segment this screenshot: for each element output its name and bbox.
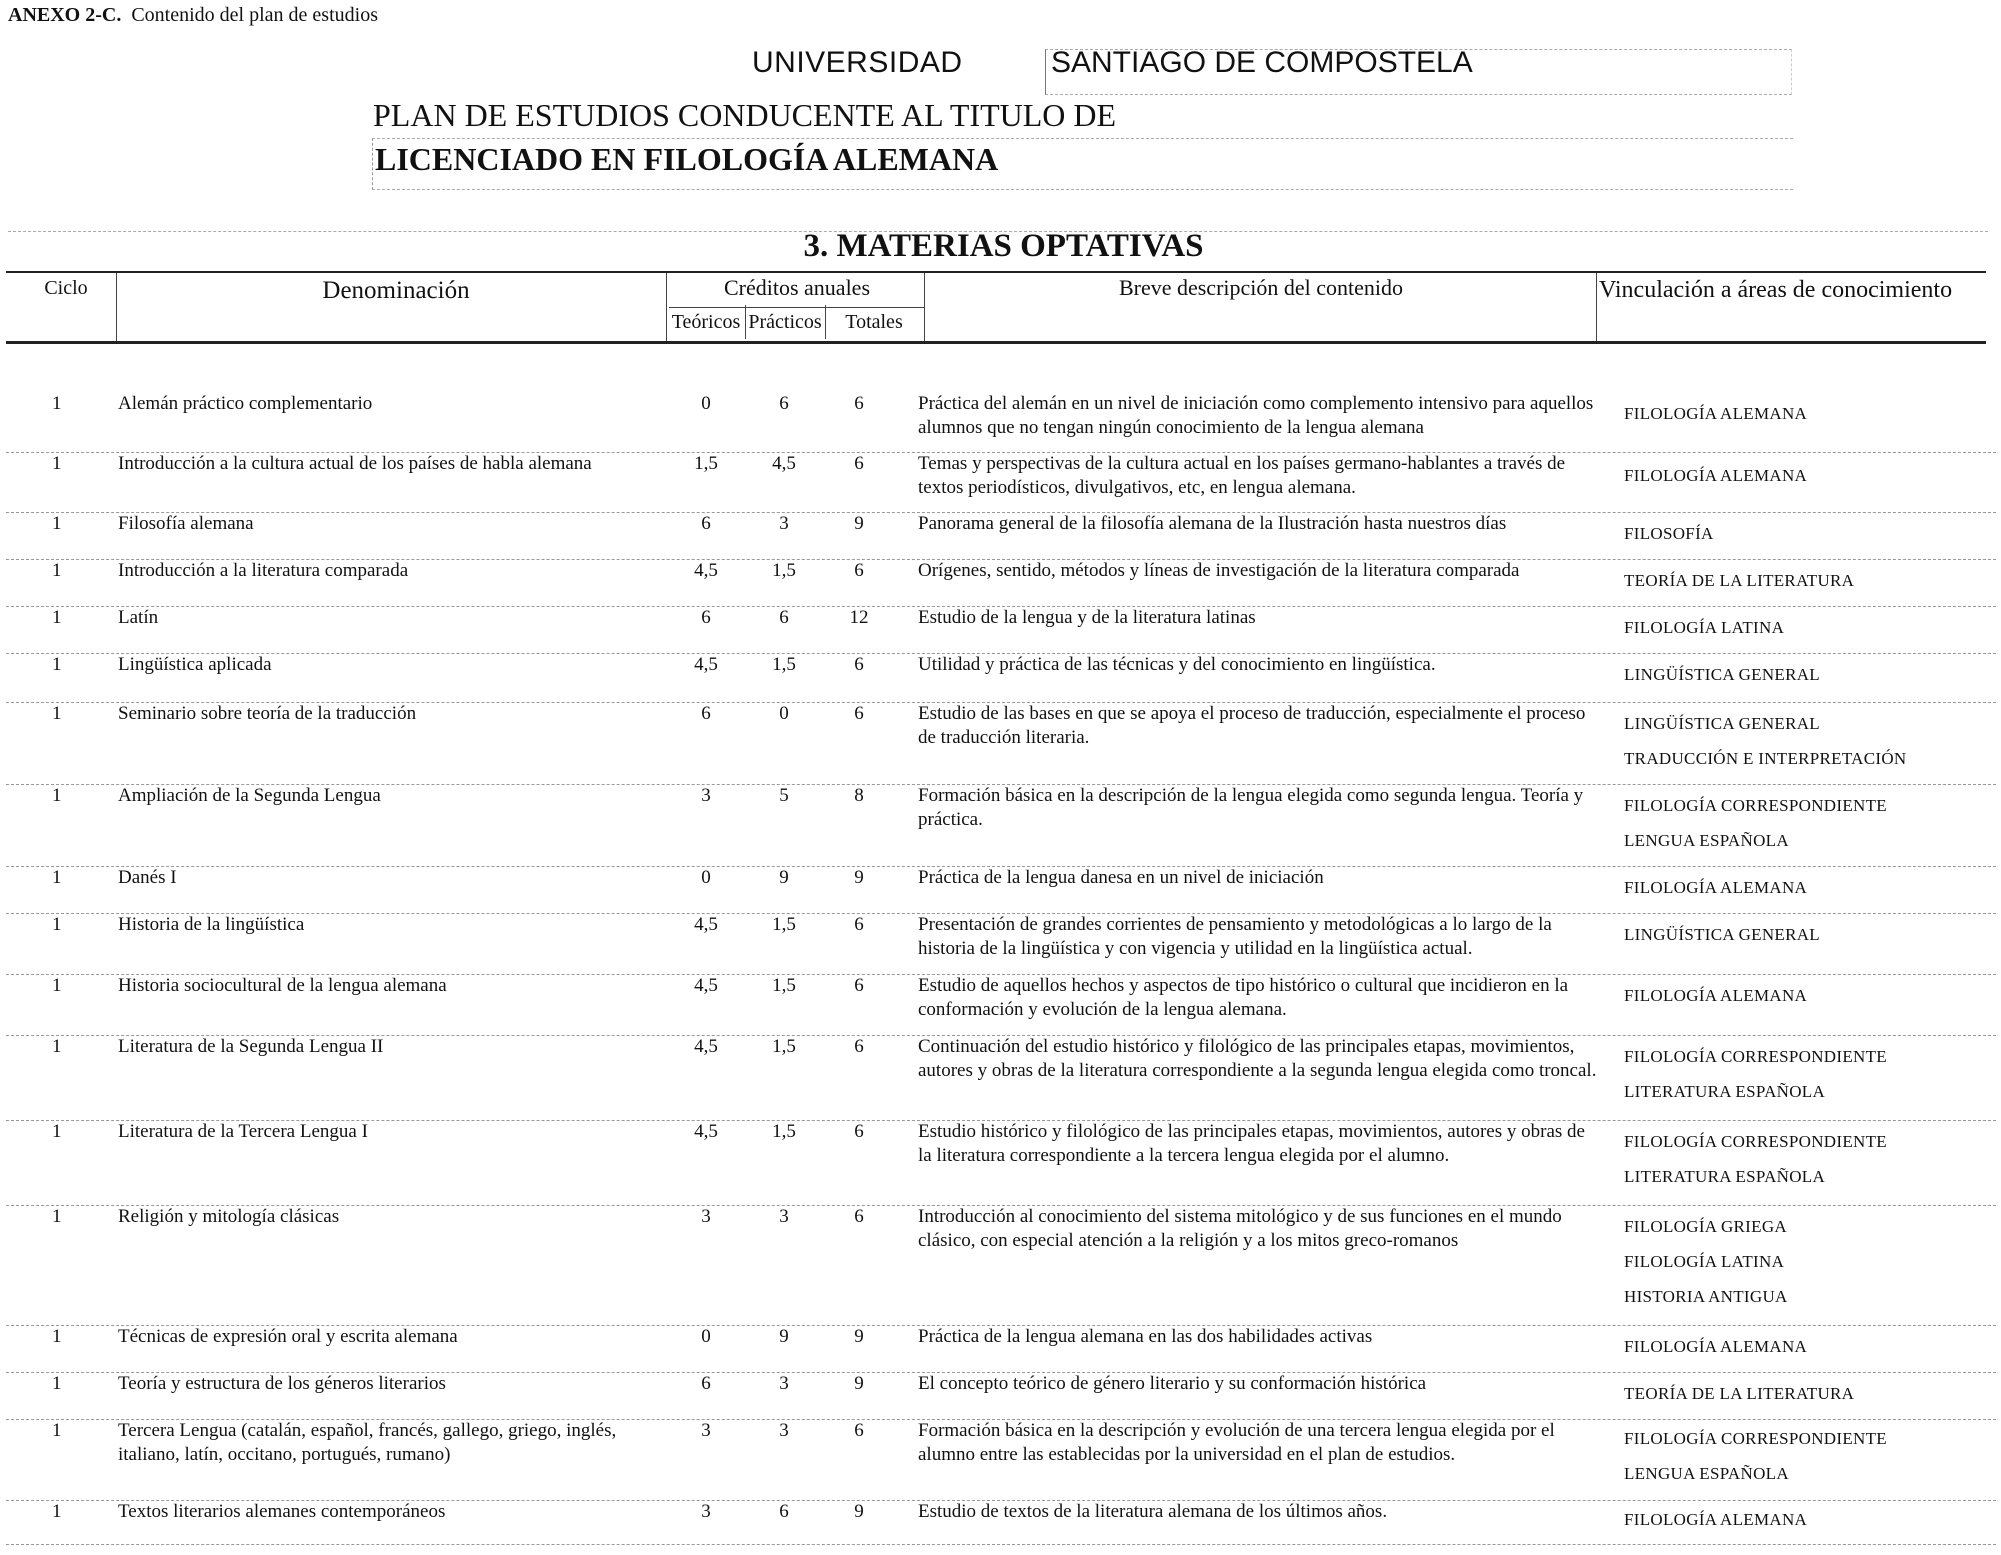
header-divider <box>1596 273 1597 341</box>
cell-practicos: 1,5 <box>772 1036 796 1057</box>
cell-denominacion: Ampliación de la Segunda Lengua <box>118 785 381 806</box>
table-row <box>6 1419 1996 1501</box>
cell-teoricos: 4,5 <box>694 914 718 935</box>
cell-areas <box>1624 978 2001 1013</box>
cell-denominacion: Introducción a la cultura actual de los países de habla alemana <box>118 453 592 474</box>
area-label: LINGÜÍSTICA GENERAL <box>1624 925 1820 944</box>
cell-totales: 6 <box>854 453 864 474</box>
table-row <box>6 1325 1996 1373</box>
cell-denominacion: Literatura de la Segunda Lengua II <box>118 1036 384 1057</box>
cell-areas <box>1624 1039 2001 1109</box>
table-row <box>6 702 1996 785</box>
cell-practicos: 1,5 <box>772 975 796 996</box>
table-row <box>6 974 1996 1036</box>
cell-descripcion: Continuación del estudio histórico y filológico de las principales etapas, movimientos, autores y obras de la literatura correspondiente a la segunda lengua elegida como troncal. <box>918 1036 1597 1081</box>
cell-practicos: 3 <box>779 513 789 534</box>
cell-totales: 9 <box>854 1373 864 1394</box>
area-label: FILOLOGÍA GRIEGA <box>1624 1217 1787 1236</box>
cell-practicos: 1,5 <box>772 654 796 675</box>
cell-totales: 9 <box>854 867 864 888</box>
table-header <box>6 271 1986 344</box>
university-label: UNIVERSIDAD <box>752 46 963 79</box>
cell-descripcion: Temas y perspectivas de la cultura actual en los países germano-hablantes a través de textos periodísticos, divulgativos, etc, en lengua alemana. <box>918 453 1566 498</box>
cell-descripcion: Estudio de las bases en que se apoya el proceso de traducción, especialmente el proceso de traducción literaria. <box>918 703 1586 748</box>
cell-practicos: 5 <box>779 785 789 806</box>
cell-practicos: 4,5 <box>772 453 796 474</box>
area-label: FILOLOGÍA CORRESPONDIENTE <box>1624 1047 1887 1066</box>
cell-ciclo: 1 <box>52 1206 62 1227</box>
cell-denominacion: Tercera Lengua (catalán, español, francés, gallego, griego, inglés, italiano, latín, occitano, portugués, rumano) <box>118 1420 617 1465</box>
annex-text: Contenido del plan de estudios <box>131 4 378 26</box>
cell-ciclo: 1 <box>52 560 62 581</box>
annex-label: ANEXO 2-C. <box>8 4 122 26</box>
cell-teoricos: 6 <box>701 703 711 724</box>
cell-descripcion: Práctica del alemán en un nivel de iniciación como complemento intensivo para aquellos alumnos que no tengan ningún conocimiento de la lengua alemana <box>918 393 1594 438</box>
header-creditos: Créditos anuales <box>723 275 871 300</box>
header-practicos: Prácticos <box>748 311 822 333</box>
cell-ciclo: 1 <box>52 1326 62 1347</box>
area-label: TRADUCCIÓN E INTERPRETACIÓN <box>1624 749 1907 768</box>
area-label: FILOLOGÍA CORRESPONDIENTE <box>1624 1132 1887 1151</box>
cell-areas <box>1624 788 2001 858</box>
cell-practicos: 3 <box>779 1206 789 1227</box>
cell-totales: 6 <box>854 703 864 724</box>
table-row <box>6 1500 1996 1545</box>
cell-denominacion: Introducción a la literatura comparada <box>118 560 409 581</box>
cell-denominacion: Religión y mitología clásicas <box>118 1206 340 1227</box>
cell-descripcion: Estudio de aquellos hechos y aspectos de tipo histórico o cultural que incidieron en la conformación y evolución de la lengua alemana. <box>918 975 1569 1020</box>
area-label: FILOLOGÍA CORRESPONDIENTE <box>1624 796 1887 815</box>
cell-practicos: 9 <box>779 867 789 888</box>
area-label: FILOLOGÍA CORRESPONDIENTE <box>1624 1429 1887 1448</box>
cell-ciclo: 1 <box>52 1420 62 1441</box>
cell-teoricos: 3 <box>701 1420 711 1441</box>
cell-practicos: 3 <box>779 1420 789 1441</box>
area-label: LITERATURA ESPAÑOLA <box>1624 1167 1826 1186</box>
cell-descripcion: Orígenes, sentido, métodos y líneas de investigación de la literatura comparada <box>918 560 1520 581</box>
area-label: FILOLOGÍA LATINA <box>1624 618 1785 637</box>
cell-totales: 9 <box>854 1501 864 1522</box>
cell-descripcion: Estudio de textos de la literatura alemana de los últimos años. <box>918 1501 1388 1522</box>
cell-areas <box>1624 657 2001 692</box>
cell-teoricos: 0 <box>701 867 711 888</box>
cell-descripcion: Presentación de grandes corrientes de pensamiento y metodológicas a lo largo de la historia de la lingüística y con vigencia y utilidad en la lingüística actual. <box>918 914 1552 959</box>
table-row <box>6 559 1996 607</box>
cell-descripcion: Práctica de la lengua danesa en un nivel de iniciación <box>918 867 1324 888</box>
cell-ciclo: 1 <box>52 1036 62 1057</box>
cell-ciclo: 1 <box>52 975 62 996</box>
header-totales: Totales <box>845 311 903 333</box>
cell-descripcion: Estudio de la lengua y de la literatura latinas <box>918 607 1256 628</box>
area-label: FILOLOGÍA LATINA <box>1624 1252 1785 1271</box>
cell-denominacion: Historia sociocultural de la lengua alemana <box>118 975 447 996</box>
cell-practicos: 6 <box>779 393 789 414</box>
cell-teoricos: 1,5 <box>694 453 718 474</box>
cell-areas <box>1624 1124 2001 1194</box>
cell-totales: 6 <box>854 560 864 581</box>
cell-practicos: 9 <box>779 1326 789 1347</box>
cell-totales: 6 <box>854 393 864 414</box>
cell-ciclo: 1 <box>52 1501 62 1522</box>
cell-teoricos: 6 <box>701 1373 711 1394</box>
cell-areas <box>1624 1329 2001 1364</box>
cell-totales: 9 <box>854 1326 864 1347</box>
cell-denominacion: Danés I <box>118 867 177 888</box>
cell-descripcion: Formación básica en la descripción y evolución de una tercera lengua elegida por el alumno entre las establecidas por la universidad en el plan de estudios. <box>918 1420 1555 1465</box>
area-label: FILOLOGÍA ALEMANA <box>1624 1510 1808 1529</box>
header-ciclo: Ciclo <box>44 277 88 299</box>
area-label: FILOLOGÍA ALEMANA <box>1624 466 1808 485</box>
annex-heading <box>8 4 378 27</box>
cell-ciclo: 1 <box>52 654 62 675</box>
area-label: FILOLOGÍA ALEMANA <box>1624 986 1808 1005</box>
area-label: HISTORIA ANTIGUA <box>1624 1287 1788 1306</box>
cell-teoricos: 4,5 <box>694 560 718 581</box>
cell-areas <box>1624 870 2001 905</box>
header-teoricos: Teóricos <box>671 311 741 333</box>
cell-totales: 6 <box>854 1206 864 1227</box>
cell-denominacion: Latín <box>118 607 159 628</box>
area-label: LINGÜÍSTICA GENERAL <box>1624 714 1820 733</box>
area-label: FILOLOGÍA ALEMANA <box>1624 878 1808 897</box>
cell-descripcion: Práctica de la lengua alemana en las dos habilidades activas <box>918 1326 1373 1347</box>
table-row <box>6 452 1996 513</box>
cell-practicos: 6 <box>779 1501 789 1522</box>
table-row <box>6 1372 1996 1420</box>
cell-totales: 6 <box>854 1420 864 1441</box>
cell-areas <box>1624 1376 2001 1411</box>
area-label: TEORÍA DE LA LITERATURA <box>1624 1384 1855 1403</box>
cell-practicos: 1,5 <box>772 560 796 581</box>
cell-areas <box>1624 458 2001 493</box>
cell-teoricos: 3 <box>701 785 711 806</box>
degree-title: LICENCIADO EN FILOLOGÍA ALEMANA <box>375 141 999 177</box>
area-label: FILOLOGÍA ALEMANA <box>1624 1337 1808 1356</box>
cell-areas <box>1624 396 2001 431</box>
university-name: SANTIAGO DE COMPOSTELA <box>1051 46 1473 79</box>
cell-denominacion: Alemán práctico complementario <box>118 393 373 414</box>
table-row <box>6 653 1996 703</box>
cell-ciclo: 1 <box>52 1373 62 1394</box>
table-row <box>6 1035 1996 1121</box>
cell-areas <box>1624 516 2001 551</box>
cell-totales: 6 <box>854 1036 864 1057</box>
cell-totales: 8 <box>854 785 864 806</box>
section-title: 3. MATERIAS OPTATIVAS <box>803 228 1204 264</box>
cell-totales: 6 <box>854 914 864 935</box>
cell-teoricos: 3 <box>701 1206 711 1227</box>
cell-practicos: 1,5 <box>772 1121 796 1142</box>
cell-descripcion: Estudio histórico y filológico de las principales etapas, movimientos, autores y obras de la literatura correspondiente a la tercera lengua elegida por el alumno. <box>918 1121 1585 1166</box>
cell-ciclo: 1 <box>52 607 62 628</box>
cell-ciclo: 1 <box>52 513 62 534</box>
cell-teoricos: 4,5 <box>694 975 718 996</box>
table-row <box>6 1205 1996 1326</box>
table-row <box>6 784 1996 867</box>
cell-denominacion: Historia de la lingüística <box>118 914 305 935</box>
header-descripcion: Breve descripción del contenido <box>1118 275 1404 300</box>
cell-teoricos: 0 <box>701 393 711 414</box>
cell-descripcion: Formación básica en la descripción de la lengua elegida como segunda lengua. Teoría y práctica. <box>918 785 1584 830</box>
cell-denominacion: Filosofía alemana <box>118 513 254 534</box>
cell-practicos: 3 <box>779 1373 789 1394</box>
table-row <box>6 866 1996 914</box>
header-vinculacion: Vinculación a áreas de conocimiento <box>1599 277 1953 303</box>
cell-areas <box>1624 1421 2001 1491</box>
cell-totales: 6 <box>854 654 864 675</box>
cell-totales: 6 <box>854 975 864 996</box>
cell-denominacion: Literatura de la Tercera Lengua I <box>118 1121 368 1142</box>
cell-areas <box>1624 706 2001 776</box>
cell-teoricos: 6 <box>701 513 711 534</box>
header-divider <box>116 273 117 341</box>
cell-ciclo: 1 <box>52 867 62 888</box>
area-label: LITERATURA ESPAÑOLA <box>1624 1082 1826 1101</box>
cell-ciclo: 1 <box>52 785 62 806</box>
area-label: LENGUA ESPAÑOLA <box>1624 1464 1789 1483</box>
cell-areas <box>1624 563 2001 598</box>
cell-teoricos: 6 <box>701 607 711 628</box>
cell-areas <box>1624 610 2001 645</box>
cell-teoricos: 3 <box>701 1501 711 1522</box>
cell-practicos: 0 <box>779 703 789 724</box>
cell-areas <box>1624 1502 2001 1537</box>
cell-descripcion: Utilidad y práctica de las técnicas y del conocimiento en lingüística. <box>918 654 1436 675</box>
cell-denominacion: Lingüística aplicada <box>118 654 272 675</box>
cell-ciclo: 1 <box>52 1121 62 1142</box>
cell-ciclo: 1 <box>52 703 62 724</box>
header-denominacion: Denominación <box>322 277 470 304</box>
cell-descripcion: Panorama general de la filosofía alemana de la Ilustración hasta nuestros días <box>918 513 1507 534</box>
cell-teoricos: 0 <box>701 1326 711 1347</box>
cell-denominacion: Textos literarios alemanes contemporáneos <box>118 1501 446 1522</box>
cell-areas <box>1624 917 2001 952</box>
table-row <box>6 913 1996 975</box>
table-row <box>6 392 1996 453</box>
area-label: LENGUA ESPAÑOLA <box>1624 831 1789 850</box>
cell-teoricos: 4,5 <box>694 1121 718 1142</box>
cell-descripcion: El concepto teórico de género literario y su conformación histórica <box>918 1373 1427 1394</box>
cell-teoricos: 4,5 <box>694 1036 718 1057</box>
cell-totales: 6 <box>854 1121 864 1142</box>
cell-denominacion: Teoría y estructura de los géneros literarios <box>118 1373 446 1394</box>
plan-line: PLAN DE ESTUDIOS CONDUCENTE AL TITULO DE <box>373 97 1117 133</box>
cell-denominacion: Técnicas de expresión oral y escrita alemana <box>118 1326 458 1347</box>
table-row <box>6 606 1996 654</box>
cell-areas <box>1624 1209 2001 1314</box>
area-label: FILOSOFÍA <box>1624 524 1714 543</box>
cell-practicos: 6 <box>779 607 789 628</box>
area-label: TEORÍA DE LA LITERATURA <box>1624 571 1855 590</box>
cell-denominacion: Seminario sobre teoría de la traducción <box>118 703 417 724</box>
cell-descripcion: Introducción al conocimiento del sistema mitológico y de sus funciones en el mundo clásico, con especial atención a la religión y a los mitos greco-romanos <box>918 1206 1562 1251</box>
cell-ciclo: 1 <box>52 453 62 474</box>
cell-totales: 12 <box>849 607 869 628</box>
cell-practicos: 1,5 <box>772 914 796 935</box>
table-row <box>6 1120 1996 1206</box>
cell-ciclo: 1 <box>52 393 62 414</box>
area-label: LINGÜÍSTICA GENERAL <box>1624 665 1820 684</box>
area-label: FILOLOGÍA ALEMANA <box>1624 404 1808 423</box>
cell-totales: 9 <box>854 513 864 534</box>
cell-ciclo: 1 <box>52 914 62 935</box>
cell-teoricos: 4,5 <box>694 654 718 675</box>
table-row <box>6 512 1996 560</box>
